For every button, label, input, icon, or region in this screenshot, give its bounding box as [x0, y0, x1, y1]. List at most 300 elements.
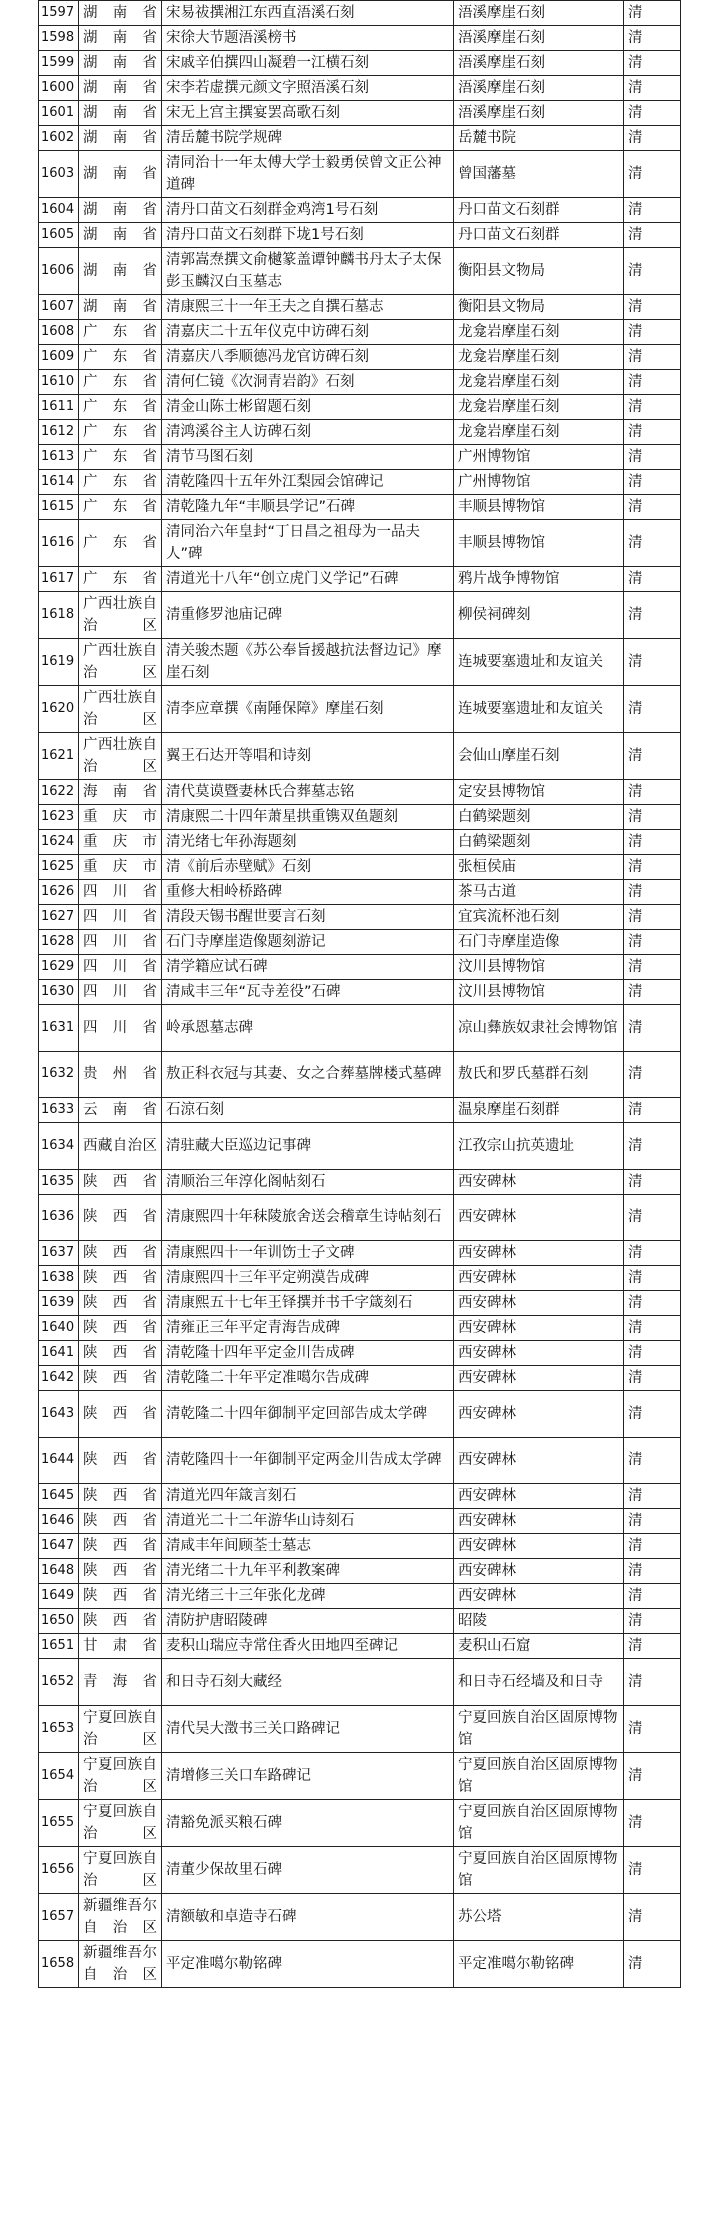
- table-row: [39, 1705, 681, 1752]
- table-row: [39, 1799, 681, 1846]
- era-cell: 清: [624, 1123, 681, 1170]
- era-cell: 清: [624, 1534, 681, 1559]
- location-cell: 西安碑林: [454, 1241, 624, 1266]
- relic-name-cell: 清康熙四十三年平定朔漠告成碑: [162, 1266, 454, 1291]
- location-cell: 龙龛岩摩崖石刻: [454, 320, 624, 345]
- relic-name-cell: 清代吴大澂书三关口路碑记: [162, 1705, 454, 1752]
- table-row: [39, 198, 681, 223]
- relic-name-cell: 清光绪三十三年张化龙碑: [162, 1584, 454, 1609]
- relics-table-body: [39, 1, 681, 1988]
- province-cell: 新疆维吾尔自治区: [79, 1940, 162, 1987]
- location-cell: 广州博物馆: [454, 445, 624, 470]
- serial-number-cell: 1607: [39, 295, 79, 320]
- province-cell: 广东省: [79, 320, 162, 345]
- relic-name-cell: 清嘉庆二十五年仪克中访碑石刻: [162, 320, 454, 345]
- serial-number-cell: 1624: [39, 830, 79, 855]
- table-row: [39, 1634, 681, 1659]
- serial-number-cell: 1629: [39, 955, 79, 980]
- era-cell: 清: [624, 320, 681, 345]
- table-row: [39, 151, 681, 198]
- location-cell: 白鹤梁题刻: [454, 805, 624, 830]
- relic-name-cell: 清金山陈士彬留题石刻: [162, 395, 454, 420]
- province-cell: 重庆市: [79, 830, 162, 855]
- relic-name-cell: 清同治六年皇封“丁日昌之祖母为一品夫人”碑: [162, 520, 454, 567]
- table-row: [39, 1559, 681, 1584]
- province-cell: 湖南省: [79, 76, 162, 101]
- serial-number-cell: 1649: [39, 1584, 79, 1609]
- serial-number-cell: 1630: [39, 980, 79, 1005]
- relics-list-sheet: [38, 0, 680, 1988]
- serial-number-cell: 1625: [39, 855, 79, 880]
- location-cell: 平定准噶尔勒铭碑: [454, 1940, 624, 1987]
- location-cell: 西安碑林: [454, 1169, 624, 1194]
- location-cell: 西安碑林: [454, 1559, 624, 1584]
- serial-number-cell: 1656: [39, 1846, 79, 1893]
- era-cell: 清: [624, 520, 681, 567]
- table-row: [39, 295, 681, 320]
- era-cell: 清: [624, 51, 681, 76]
- relic-name-cell: 岭承恩墓志碑: [162, 1005, 454, 1052]
- serial-number-cell: 1644: [39, 1437, 79, 1484]
- relic-name-cell: 清道光十八年“创立虎门义学记”石碑: [162, 567, 454, 592]
- era-cell: 清: [624, 370, 681, 395]
- location-cell: 西安碑林: [454, 1437, 624, 1484]
- relic-name-cell: 清增修三关口车路碑记: [162, 1752, 454, 1799]
- serial-number-cell: 1634: [39, 1123, 79, 1170]
- serial-number-cell: 1636: [39, 1194, 79, 1241]
- province-cell: 重庆市: [79, 855, 162, 880]
- location-cell: 连城要塞遗址和友谊关: [454, 639, 624, 686]
- era-cell: 清: [624, 1940, 681, 1987]
- table-row: [39, 880, 681, 905]
- table-row: [39, 520, 681, 567]
- era-cell: 清: [624, 470, 681, 495]
- serial-number-cell: 1599: [39, 51, 79, 76]
- serial-number-cell: 1600: [39, 76, 79, 101]
- relic-name-cell: 清道光二十二年游华山诗刻石: [162, 1509, 454, 1534]
- serial-number-cell: 1640: [39, 1316, 79, 1341]
- location-cell: 衡阳县文物局: [454, 248, 624, 295]
- relic-name-cell: 清岳麓书院学规碑: [162, 126, 454, 151]
- province-cell: 广西壮族自治区: [79, 733, 162, 780]
- province-cell: 湖南省: [79, 51, 162, 76]
- location-cell: 连城要塞遗址和友谊关: [454, 686, 624, 733]
- serial-number-cell: 1627: [39, 905, 79, 930]
- location-cell: 西安碑林: [454, 1484, 624, 1509]
- location-cell: 丰顺县博物馆: [454, 520, 624, 567]
- era-cell: 清: [624, 1098, 681, 1123]
- location-cell: 苏公塔: [454, 1893, 624, 1940]
- table-row: [39, 1169, 681, 1194]
- serial-number-cell: 1618: [39, 592, 79, 639]
- province-cell: 宁夏回族自治区: [79, 1705, 162, 1752]
- location-cell: 白鹤梁题刻: [454, 830, 624, 855]
- table-row: [39, 1051, 681, 1098]
- serial-number-cell: 1633: [39, 1098, 79, 1123]
- location-cell: 西安碑林: [454, 1316, 624, 1341]
- serial-number-cell: 1602: [39, 126, 79, 151]
- location-cell: 丰顺县博物馆: [454, 495, 624, 520]
- province-cell: 广东省: [79, 567, 162, 592]
- table-row: [39, 686, 681, 733]
- era-cell: 清: [624, 955, 681, 980]
- era-cell: 清: [624, 101, 681, 126]
- serial-number-cell: 1605: [39, 223, 79, 248]
- relic-name-cell: 麦积山瑞应寺常住香火田地四至碑记: [162, 1634, 454, 1659]
- serial-number-cell: 1648: [39, 1559, 79, 1584]
- era-cell: 清: [624, 495, 681, 520]
- location-cell: 茶马古道: [454, 880, 624, 905]
- location-cell: 鸦片战争博物馆: [454, 567, 624, 592]
- location-cell: 西安碑林: [454, 1534, 624, 1559]
- province-cell: 四川省: [79, 980, 162, 1005]
- province-cell: 湖南省: [79, 26, 162, 51]
- relic-name-cell: 清防护唐昭陵碑: [162, 1609, 454, 1634]
- serial-number-cell: 1603: [39, 151, 79, 198]
- era-cell: 清: [624, 126, 681, 151]
- serial-number-cell: 1598: [39, 26, 79, 51]
- province-cell: 陕西省: [79, 1559, 162, 1584]
- table-row: [39, 1123, 681, 1170]
- relic-name-cell: 清郭嵩焘撰文俞樾篆盖谭钟麟书丹太子太保彭玉麟汉白玉墓志: [162, 248, 454, 295]
- location-cell: 浯溪摩崖石刻: [454, 51, 624, 76]
- relic-name-cell: 清乾隆四十五年外江梨园会馆碑记: [162, 470, 454, 495]
- location-cell: 张桓侯庙: [454, 855, 624, 880]
- location-cell: 西安碑林: [454, 1291, 624, 1316]
- province-cell: 湖南省: [79, 151, 162, 198]
- province-cell: 陕西省: [79, 1266, 162, 1291]
- era-cell: 清: [624, 1437, 681, 1484]
- era-cell: 清: [624, 1893, 681, 1940]
- province-cell: 陕西省: [79, 1509, 162, 1534]
- location-cell: 宁夏回族自治区固原博物馆: [454, 1846, 624, 1893]
- serial-number-cell: 1616: [39, 520, 79, 567]
- table-row: [39, 1484, 681, 1509]
- era-cell: 清: [624, 345, 681, 370]
- table-row: [39, 1893, 681, 1940]
- location-cell: 宜宾流杯池石刻: [454, 905, 624, 930]
- serial-number-cell: 1652: [39, 1659, 79, 1706]
- province-cell: 广西壮族自治区: [79, 592, 162, 639]
- serial-number-cell: 1617: [39, 567, 79, 592]
- serial-number-cell: 1604: [39, 198, 79, 223]
- table-row: [39, 51, 681, 76]
- province-cell: 宁夏回族自治区: [79, 1846, 162, 1893]
- table-row: [39, 733, 681, 780]
- province-cell: 贵州省: [79, 1051, 162, 1098]
- province-cell: 四川省: [79, 880, 162, 905]
- serial-number-cell: 1637: [39, 1241, 79, 1266]
- table-row: [39, 1098, 681, 1123]
- table-row: [39, 955, 681, 980]
- province-cell: 广西壮族自治区: [79, 639, 162, 686]
- table-row: [39, 26, 681, 51]
- location-cell: 定安县博物馆: [454, 780, 624, 805]
- province-cell: 广东省: [79, 520, 162, 567]
- era-cell: 清: [624, 1005, 681, 1052]
- serial-number-cell: 1647: [39, 1534, 79, 1559]
- serial-number-cell: 1654: [39, 1752, 79, 1799]
- era-cell: 清: [624, 1659, 681, 1706]
- serial-number-cell: 1655: [39, 1799, 79, 1846]
- relic-name-cell: 清驻藏大臣巡边记事碑: [162, 1123, 454, 1170]
- relic-name-cell: 清学籍应试石碑: [162, 955, 454, 980]
- relic-name-cell: 清乾隆二十年平定准噶尔告成碑: [162, 1366, 454, 1391]
- relic-name-cell: 敖正科衣冠与其妻、女之合葬墓牌楼式墓碑: [162, 1051, 454, 1098]
- era-cell: 清: [624, 686, 681, 733]
- province-cell: 陕西省: [79, 1437, 162, 1484]
- era-cell: 清: [624, 395, 681, 420]
- province-cell: 广东省: [79, 445, 162, 470]
- serial-number-cell: 1650: [39, 1609, 79, 1634]
- serial-number-cell: 1639: [39, 1291, 79, 1316]
- era-cell: 清: [624, 76, 681, 101]
- province-cell: 湖南省: [79, 223, 162, 248]
- era-cell: 清: [624, 1559, 681, 1584]
- serial-number-cell: 1614: [39, 470, 79, 495]
- table-row: [39, 76, 681, 101]
- table-row: [39, 1534, 681, 1559]
- relic-name-cell: 清鸿溪谷主人访碑石刻: [162, 420, 454, 445]
- table-row: [39, 1659, 681, 1706]
- relic-name-cell: 清《前后赤壁赋》石刻: [162, 855, 454, 880]
- location-cell: 龙龛岩摩崖石刻: [454, 420, 624, 445]
- serial-number-cell: 1606: [39, 248, 79, 295]
- table-row: [39, 445, 681, 470]
- era-cell: 清: [624, 880, 681, 905]
- era-cell: 清: [624, 1366, 681, 1391]
- table-row: [39, 930, 681, 955]
- province-cell: 广东省: [79, 420, 162, 445]
- province-cell: 海南省: [79, 780, 162, 805]
- province-cell: 四川省: [79, 1005, 162, 1052]
- era-cell: 清: [624, 1, 681, 26]
- province-cell: 陕西省: [79, 1484, 162, 1509]
- relic-name-cell: 清乾隆四十一年御制平定两金川告成太学碑: [162, 1437, 454, 1484]
- table-row: [39, 1241, 681, 1266]
- location-cell: 浯溪摩崖石刻: [454, 26, 624, 51]
- location-cell: 广州博物馆: [454, 470, 624, 495]
- era-cell: 清: [624, 1846, 681, 1893]
- table-row: [39, 1391, 681, 1438]
- location-cell: 丹口苗文石刻群: [454, 223, 624, 248]
- serial-number-cell: 1631: [39, 1005, 79, 1052]
- table-row: [39, 320, 681, 345]
- location-cell: 柳侯祠碑刻: [454, 592, 624, 639]
- serial-number-cell: 1612: [39, 420, 79, 445]
- table-row: [39, 567, 681, 592]
- table-row: [39, 395, 681, 420]
- serial-number-cell: 1613: [39, 445, 79, 470]
- location-cell: 龙龛岩摩崖石刻: [454, 395, 624, 420]
- era-cell: 清: [624, 855, 681, 880]
- province-cell: 西藏自治区: [79, 1123, 162, 1170]
- location-cell: 西安碑林: [454, 1194, 624, 1241]
- location-cell: 凉山彝族奴隶社会博物馆: [454, 1005, 624, 1052]
- table-row: [39, 248, 681, 295]
- table-row: [39, 420, 681, 445]
- serial-number-cell: 1597: [39, 1, 79, 26]
- era-cell: 清: [624, 1241, 681, 1266]
- relic-name-cell: 清重修罗池庙记碑: [162, 592, 454, 639]
- serial-number-cell: 1615: [39, 495, 79, 520]
- relic-name-cell: 清乾隆二十四年御制平定回部告成太学碑: [162, 1391, 454, 1438]
- relic-name-cell: 石门寺摩崖造像题刻游记: [162, 930, 454, 955]
- serial-number-cell: 1635: [39, 1169, 79, 1194]
- relic-name-cell: 和日寺石刻大藏经: [162, 1659, 454, 1706]
- serial-number-cell: 1610: [39, 370, 79, 395]
- serial-number-cell: 1609: [39, 345, 79, 370]
- location-cell: 石门寺摩崖造像: [454, 930, 624, 955]
- era-cell: 清: [624, 592, 681, 639]
- table-row: [39, 639, 681, 686]
- province-cell: 宁夏回族自治区: [79, 1799, 162, 1846]
- table-row: [39, 1194, 681, 1241]
- table-row: [39, 1341, 681, 1366]
- province-cell: 陕西省: [79, 1584, 162, 1609]
- table-row: [39, 1752, 681, 1799]
- province-cell: 四川省: [79, 955, 162, 980]
- location-cell: 宁夏回族自治区固原博物馆: [454, 1752, 624, 1799]
- table-row: [39, 1584, 681, 1609]
- province-cell: 陕西省: [79, 1534, 162, 1559]
- location-cell: 汶川县博物馆: [454, 955, 624, 980]
- relic-name-cell: 清李应章撰《南陲保障》摩崖石刻: [162, 686, 454, 733]
- table-row: [39, 1609, 681, 1634]
- relic-name-cell: 清代莫谟暨妻林氏合葬墓志铭: [162, 780, 454, 805]
- province-cell: 广东省: [79, 395, 162, 420]
- serial-number-cell: 1601: [39, 101, 79, 126]
- location-cell: 浯溪摩崖石刻: [454, 76, 624, 101]
- province-cell: 湖南省: [79, 1, 162, 26]
- serial-number-cell: 1657: [39, 1893, 79, 1940]
- relic-name-cell: 清关骏杰题《苏公奉旨援越抗法督边记》摩崖石刻: [162, 639, 454, 686]
- province-cell: 四川省: [79, 930, 162, 955]
- location-cell: 宁夏回族自治区固原博物馆: [454, 1705, 624, 1752]
- location-cell: 岳麓书院: [454, 126, 624, 151]
- era-cell: 清: [624, 1051, 681, 1098]
- era-cell: 清: [624, 151, 681, 198]
- relic-name-cell: 宋无上宫主撰宴罢高歌石刻: [162, 101, 454, 126]
- era-cell: 清: [624, 1799, 681, 1846]
- table-row: [39, 126, 681, 151]
- location-cell: 丹口苗文石刻群: [454, 198, 624, 223]
- table-row: [39, 1509, 681, 1534]
- table-row: [39, 855, 681, 880]
- serial-number-cell: 1658: [39, 1940, 79, 1987]
- serial-number-cell: 1611: [39, 395, 79, 420]
- era-cell: 清: [624, 223, 681, 248]
- location-cell: 西安碑林: [454, 1366, 624, 1391]
- location-cell: 浯溪摩崖石刻: [454, 1, 624, 26]
- location-cell: 曾国藩墓: [454, 151, 624, 198]
- province-cell: 青海省: [79, 1659, 162, 1706]
- relic-name-cell: 石涼石刻: [162, 1098, 454, 1123]
- relic-name-cell: 清康熙四十一年训饬士子文碑: [162, 1241, 454, 1266]
- era-cell: 清: [624, 930, 681, 955]
- province-cell: 广西壮族自治区: [79, 686, 162, 733]
- table-row: [39, 905, 681, 930]
- relic-name-cell: 清顺治三年淳化阁帖刻石: [162, 1169, 454, 1194]
- table-row: [39, 1846, 681, 1893]
- era-cell: 清: [624, 198, 681, 223]
- relic-name-cell: 宋戚辛伯撰四山凝碧一江横石刻: [162, 51, 454, 76]
- location-cell: 温泉摩崖石刻群: [454, 1098, 624, 1123]
- location-cell: 西安碑林: [454, 1509, 624, 1534]
- table-row: [39, 592, 681, 639]
- province-cell: 陕西省: [79, 1241, 162, 1266]
- relic-name-cell: 清康熙五十七年王铎撰并书千字箴刻石: [162, 1291, 454, 1316]
- location-cell: 西安碑林: [454, 1266, 624, 1291]
- era-cell: 清: [624, 980, 681, 1005]
- location-cell: 衡阳县文物局: [454, 295, 624, 320]
- serial-number-cell: 1638: [39, 1266, 79, 1291]
- province-cell: 云南省: [79, 1098, 162, 1123]
- serial-number-cell: 1651: [39, 1634, 79, 1659]
- relic-name-cell: 宋李若虚撰元颜文字照浯溪石刻: [162, 76, 454, 101]
- relic-name-cell: 清光绪二十九年平利教案碑: [162, 1559, 454, 1584]
- relic-name-cell: 翼王石达开等唱和诗刻: [162, 733, 454, 780]
- location-cell: 西安碑林: [454, 1341, 624, 1366]
- table-row: [39, 345, 681, 370]
- province-cell: 湖南省: [79, 198, 162, 223]
- era-cell: 清: [624, 26, 681, 51]
- serial-number-cell: 1632: [39, 1051, 79, 1098]
- location-cell: 西安碑林: [454, 1391, 624, 1438]
- relic-name-cell: 清光绪七年孙海题刻: [162, 830, 454, 855]
- relic-name-cell: 重修大相岭桥路碑: [162, 880, 454, 905]
- province-cell: 陕西省: [79, 1194, 162, 1241]
- relic-name-cell: 清康熙三十一年王夫之自撰石墓志: [162, 295, 454, 320]
- relic-name-cell: 清乾隆九年“丰顺县学记”石碑: [162, 495, 454, 520]
- era-cell: 清: [624, 1194, 681, 1241]
- serial-number-cell: 1619: [39, 639, 79, 686]
- relic-name-cell: 清咸丰年间顾荃士墓志: [162, 1534, 454, 1559]
- location-cell: 江孜宗山抗英遗址: [454, 1123, 624, 1170]
- serial-number-cell: 1645: [39, 1484, 79, 1509]
- era-cell: 清: [624, 1752, 681, 1799]
- table-row: [39, 805, 681, 830]
- table-row: [39, 1, 681, 26]
- table-row: [39, 1005, 681, 1052]
- province-cell: 新疆维吾尔自治区: [79, 1893, 162, 1940]
- province-cell: 湖南省: [79, 101, 162, 126]
- location-cell: 宁夏回族自治区固原博物馆: [454, 1799, 624, 1846]
- serial-number-cell: 1626: [39, 880, 79, 905]
- province-cell: 重庆市: [79, 805, 162, 830]
- era-cell: 清: [624, 1705, 681, 1752]
- era-cell: 清: [624, 1316, 681, 1341]
- relic-name-cell: 清雍正三年平定青海告成碑: [162, 1316, 454, 1341]
- era-cell: 清: [624, 805, 681, 830]
- era-cell: 清: [624, 780, 681, 805]
- location-cell: 浯溪摩崖石刻: [454, 101, 624, 126]
- era-cell: 清: [624, 1509, 681, 1534]
- era-cell: 清: [624, 639, 681, 686]
- era-cell: 清: [624, 1484, 681, 1509]
- relic-name-cell: 清康熙四十年秣陵旅舍送会稽章生诗帖刻石: [162, 1194, 454, 1241]
- serial-number-cell: 1646: [39, 1509, 79, 1534]
- era-cell: 清: [624, 445, 681, 470]
- province-cell: 广东省: [79, 345, 162, 370]
- serial-number-cell: 1642: [39, 1366, 79, 1391]
- era-cell: 清: [624, 1169, 681, 1194]
- serial-number-cell: 1623: [39, 805, 79, 830]
- table-row: [39, 1940, 681, 1987]
- table-row: [39, 1437, 681, 1484]
- relic-name-cell: 宋徐大节题浯溪榜书: [162, 26, 454, 51]
- era-cell: 清: [624, 830, 681, 855]
